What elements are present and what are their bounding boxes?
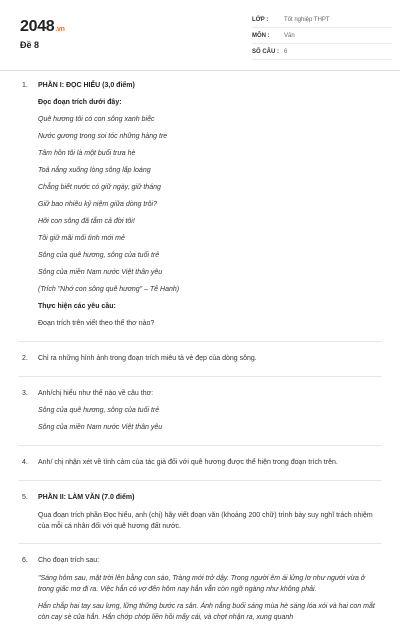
meta-row-question-count	[252, 44, 392, 60]
question-text-line: Chỉ ra những hình ảnh trong đoạn trích miêu tả vẻ đẹp của dòng sông.	[38, 355, 257, 362]
question-item	[0, 490, 400, 535]
question-number: 6.	[22, 557, 28, 564]
question-text-line: PHẦN I: ĐỌC HIỂU (3,0 điểm)	[38, 82, 135, 89]
question-text-line: Tâm hồn tôi là một buổi trưa hè	[38, 150, 136, 157]
question-text-line: (Trích "Nhớ con sông quê hương" – Tế Hanh)	[38, 286, 180, 293]
question-text-line: Thực hiện các yêu cầu:	[38, 303, 116, 310]
meta-label: LỚP :	[252, 16, 269, 23]
question-body	[38, 351, 382, 368]
question-text-line: Sông của quê hương, sông của tuổi trẻ	[38, 252, 160, 259]
question-number: 2.	[22, 355, 28, 362]
question-text-line: Chẳng biết nước có giữ ngày, giữ tháng	[38, 184, 161, 191]
question-text-line: Hắn chắp hai tay sau lưng, lững thững bước ra sân. Ánh nắng buổi sáng mùa hè sáng lóa xói và hai con mắt còn cay sè của hắn. Hắn chớp chớp liền hồi mấy cái, và chợt nhận ra, xung quanh	[38, 603, 375, 621]
meta-value: Tốt nghiệp THPT	[284, 16, 330, 23]
question-item	[0, 351, 400, 368]
question-number: 4.	[22, 459, 28, 466]
question-text-line: Tôi giữ mãi mối tình mới mẻ	[38, 235, 125, 242]
question-text-line: PHẦN II: LÀM VĂN (7.0 điểm)	[38, 494, 135, 501]
question-text-line: Quê hương tôi có con sông xanh biếc	[38, 116, 155, 123]
meta-value: 6	[284, 48, 288, 55]
question-divider	[18, 543, 382, 544]
question-text-line: Toả nắng xuống lòng sông lấp loáng	[38, 167, 151, 174]
question-body	[38, 78, 382, 333]
exam-meta-table	[252, 12, 392, 60]
question-text-line: Nước gương trong soi tóc những hàng tre	[38, 133, 168, 140]
question-body	[38, 455, 382, 472]
question-text-line: "Sáng hôm sau, mặt trời lên bằng con sào, Tràng mới trở dậy. Trong người êm ái lửng lơ như người vừa ở trong giấc mơ đi ra. Việc hắn có vợ đến hôm nay hắn vẫn còn ngỡ ngàng như không phải.	[38, 575, 366, 593]
question-body	[38, 386, 382, 437]
question-number: 1.	[22, 82, 28, 89]
question-divider	[18, 480, 382, 481]
question-item	[0, 386, 400, 437]
question-text-line: Sông của miền Nam nước Việt thân yêu	[38, 424, 163, 431]
question-text-line: Đoạn trích trên viết theo thể thơ nào?	[38, 320, 155, 327]
question-number: 3.	[22, 390, 28, 397]
question-number: 5.	[22, 494, 28, 501]
meta-label: MÔN :	[252, 32, 270, 39]
question-text-line: Qua đoạn trích phần Đọc hiểu, anh (chị) hãy viết đoạn văn (khoảng 200 chữ) trình bày suy nghĩ trách nhiệm của mỗi cá nhân đối với quê hương đất nước.	[38, 512, 373, 530]
meta-row-subject	[252, 28, 392, 44]
question-text-line: Anh/ chị nhận xét về tình cảm của tác giả đối với quê hương được thể hiện trong đoạn trích trên.	[38, 459, 338, 466]
question-text-line: Giữ bao nhiêu kỷ niệm giữa dòng trôi?	[38, 201, 157, 208]
question-text-line: Hỡi con sông đã tắm cả đời tôi!	[38, 218, 135, 225]
question-text-line: Sông của quê hương, sông của tuổi trẻ	[38, 407, 160, 414]
header	[0, 0, 400, 71]
meta-label: SỐ CÂU :	[252, 48, 279, 55]
question-item	[0, 455, 400, 472]
meta-value: Văn	[284, 32, 295, 39]
question-body	[38, 490, 382, 535]
logo-suffix: .vn	[55, 26, 65, 33]
question-text-line: Sông của miền Nam nước Việt thân yêu	[38, 269, 163, 276]
exam-title: Đề 8	[20, 40, 40, 50]
question-list	[0, 78, 400, 634]
question-divider	[18, 445, 382, 446]
question-text-line: Đọc đoạn trích dưới đây:	[38, 99, 122, 106]
question-item	[0, 553, 400, 626]
question-text-line: Anh/chị hiểu như thế nào về câu thơ:	[38, 390, 154, 397]
question-text-line: Cho đoạn trích sau:	[38, 557, 100, 564]
meta-row-class	[252, 12, 392, 28]
question-divider	[18, 376, 382, 377]
logo-text: 2048	[20, 18, 55, 35]
question-body	[38, 553, 382, 626]
site-logo[interactable]	[20, 18, 65, 36]
question-item	[0, 78, 400, 333]
question-divider	[18, 341, 382, 342]
